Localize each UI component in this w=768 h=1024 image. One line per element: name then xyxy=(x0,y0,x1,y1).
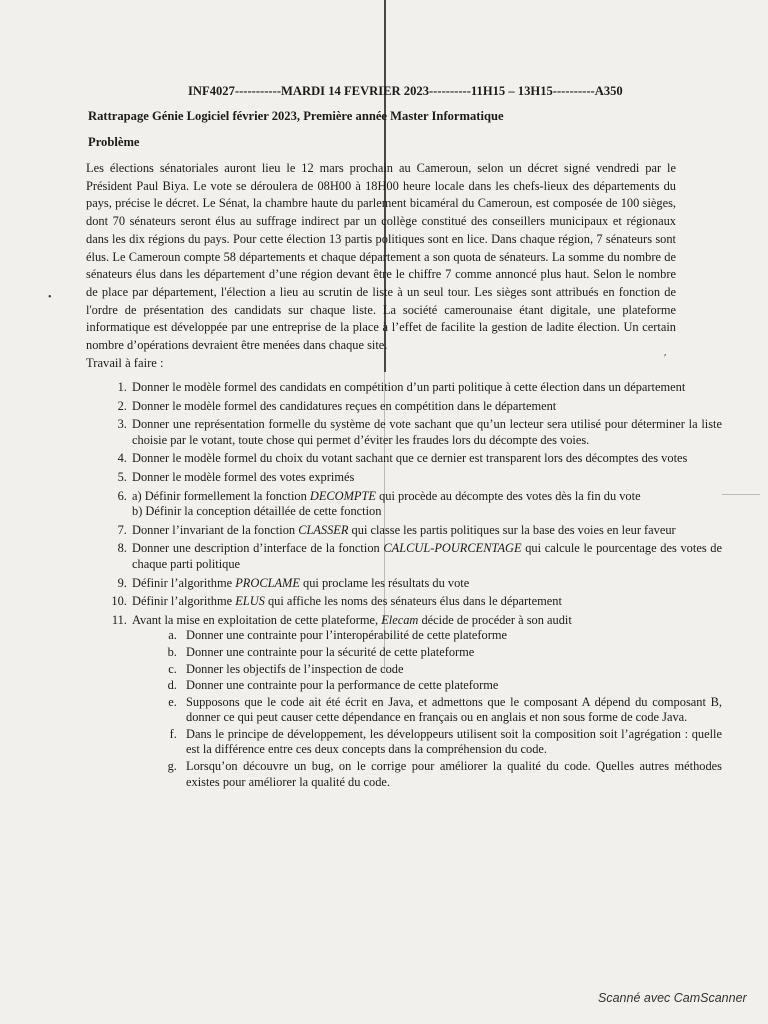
task-6b: b) Définir la conception détaillée de cette fonction xyxy=(132,504,382,519)
subtask-e: e. Supposons que le code ait été écrit en Java, et admettons que le composant A dépend du composant B, donner ce qui peut causer cette dépendance en français ou en anglais et non sous forme de code Java. xyxy=(180,695,722,726)
task-item-1: 1. Donner le modèle formel des candidats en compétition d’un parti politique à cette élection dans un département xyxy=(130,380,722,396)
todo-label: Travail à faire : xyxy=(86,356,164,370)
subtask-a: a. Donner une contrainte pour l’interopérabilité de cette plateforme xyxy=(180,628,722,644)
scan-speck: • xyxy=(48,292,52,303)
task-item-5: 5. Donner le modèle formel des votes exprimés xyxy=(130,470,722,486)
scan-speck: ʹ xyxy=(664,352,667,364)
task-8-function: CALCUL-POURCENTAGE xyxy=(383,541,522,556)
task-9-text: Définir l’algorithme xyxy=(132,575,236,590)
subtask-f: f. Dans le principe de développement, les développeurs utilisent soit la composition soit l’agrégation : quelle est la différence entre ces deux concepts dans la compréhension du code. xyxy=(180,727,722,758)
exam-header: INF4027-----------MARDI 14 FEVRIER 2023----------11H15 – 13H15----------A350 xyxy=(188,84,623,98)
subtask-g: g. Lorsqu’on découvre un bug, on le corrige pour améliorer la qualité du code. Quelles autres méthodes existes pour améliorer la qualité du code. xyxy=(180,759,722,790)
task-8-text: Donner une description d’interface de la fonction xyxy=(132,541,384,556)
task-11-text: Avant la mise en exploitation de cette plateforme, xyxy=(132,612,382,627)
task-7-function: CLASSER xyxy=(298,522,349,537)
task-item-10 xyxy=(130,594,722,610)
section-title: Problème xyxy=(88,135,140,149)
task-item-9 xyxy=(130,576,722,592)
task-7-text: Donner l’invariant de la fonction xyxy=(132,522,299,537)
problem-paragraph: Les élections sénatoriales auront lieu le 12 mars prochain au Cameroun, selon un décret signé vendredi par le Président Paul Biya. Le vote se déroulera de 08H00 à 18H00 heure locale dans les chefs-lieux des départements du pays, précise le décret. Le Sénat, la chambre haute du parlement bicaméral du Cameroun, est composée de 100 sièges, dont 70 sénateurs seront élus au suffrage indirect par un collège constitué des conseillers municipaux et régionaux dans les dix régions du pays. Pour cette élection 13 partis politiques sont en lice. Dans chaque région, 7 sénateurs sont élus. Le Cameroun compte 58 départements et chaque département a son quota de sénateurs. La somme du nombre de sénateurs élus dans les département d’une région devant être le chiffre 7 comme annoncé plus haut. Selon le nombre de place par département, l'élection a lieu au scrutin de liste à un seul tour. Les sièges sont attribués en fonction de l'ordre de présentation des candidats sur chaque liste. La société camerounaise étant digitale, une plateforme informatique est développée par une entreprise de la place à l’effet de facilite la gestion de ladite élection. Un certain nombre d’opérations devraient être menées dans chaque site. xyxy=(86,161,676,353)
task-11-text-end: décide de procéder à son audit xyxy=(418,612,572,627)
task-item-2: 2. Donner le modèle formel des candidatures reçues en compétition dans le département xyxy=(130,399,722,415)
task-6a-function: DECOMPTE xyxy=(309,488,376,503)
task-11-org: Elecam xyxy=(381,612,419,627)
exam-subtitle: Rattrapage Génie Logiciel février 2023, Première année Master Informatique xyxy=(88,109,504,123)
task-6a-text-end: qui procède au décompte des votes dès la fin du vote xyxy=(375,488,641,503)
task-item-6 xyxy=(130,489,722,520)
camscanner-watermark: Scanné avec CamScanner xyxy=(598,991,747,1005)
subtask-c: c. Donner les objectifs de l’inspection de code xyxy=(180,662,722,678)
subtask-b: b. Donner une contrainte pour la sécurité de cette plateforme xyxy=(180,645,722,661)
task-7-text-end: qui classe les partis politiques sur la base des voies en leur faveur xyxy=(348,522,676,537)
task-8-text-end: qui calcule le pourcentage des votes de chaque parti politique xyxy=(132,541,723,571)
subtask-list xyxy=(132,628,722,790)
task-list xyxy=(86,380,722,793)
scan-artifact xyxy=(722,494,760,495)
task-10-text-end: qui affiche les noms des sénateurs élus dans le département xyxy=(264,594,562,609)
task-9-text-end: qui proclame les résultats du vote xyxy=(299,575,470,590)
task-item-4: 4. Donner le modèle formel du choix du votant sachant que ce dernier est transparent lors des décomptes des votes xyxy=(130,451,722,467)
task-item-8 xyxy=(130,541,722,572)
task-item-7 xyxy=(130,523,722,539)
task-item-3: 3. Donner une représentation formelle du système de vote sachant que qu’un lecteur sera utilisé pour déterminer la liste choisie par le votant, toute chose qui permet d’éviter les fraudes lors du décompte des voies. xyxy=(130,417,722,448)
task-6a xyxy=(132,489,722,505)
subtask-d: d. Donner une contrainte pour la performance de cette plateforme xyxy=(180,678,722,694)
task-10-text: Définir l’algorithme xyxy=(132,594,236,609)
task-9-function: PROCLAME xyxy=(235,575,300,590)
task-10-function: ELUS xyxy=(235,594,265,609)
task-6a-text: a) Définir formellement la fonction xyxy=(132,488,310,503)
task-item-11 xyxy=(130,613,722,791)
